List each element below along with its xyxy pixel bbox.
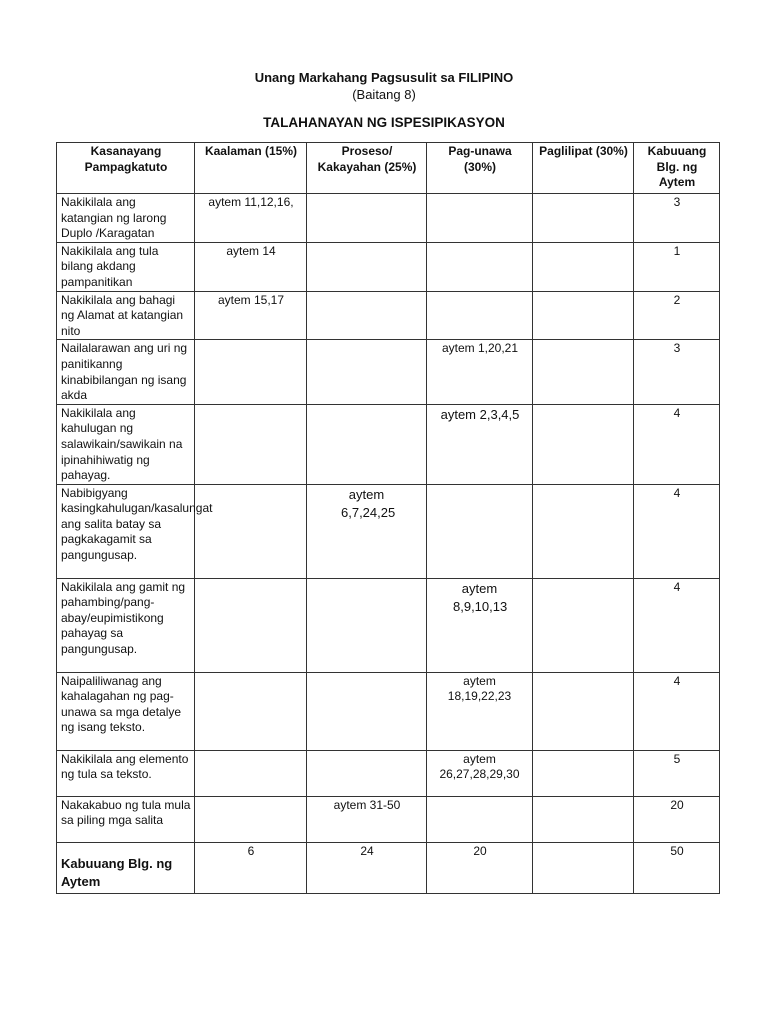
paglilipat-cell: [533, 291, 634, 340]
table-row: [57, 194, 720, 243]
skill-cell: Nakikilala ang kahulugan ng salawikain/sawikain na ipinahihiwatig ng pahayag.: [57, 404, 195, 484]
paglilipat-cell: [533, 578, 634, 672]
proseso-cell: [307, 750, 427, 796]
proseso-cell: [307, 404, 427, 484]
kaalaman-cell: aytem 14: [195, 242, 307, 291]
paglilipat-cell: [533, 796, 634, 842]
table-row: [57, 291, 720, 340]
document-title: Unang Markahang Pagsusulit sa FILIPINO: [254, 70, 514, 85]
kaalaman-cell: [195, 750, 307, 796]
proseso-cell: [307, 578, 427, 672]
table-row: [57, 796, 720, 842]
pagunawa-cell: aytem 26,27,28,29,30: [427, 750, 533, 796]
pagunawa-cell: [427, 194, 533, 243]
table-row: [57, 242, 720, 291]
header-kaalaman: Kaalaman (15%): [195, 143, 307, 194]
header-paglilipat: Paglilipat (30%): [533, 143, 634, 194]
table-row: [57, 672, 720, 750]
pagunawa-cell: aytem 8,9,10,13: [427, 578, 533, 672]
kaalaman-cell: aytem 11,12,16,: [195, 194, 307, 243]
kaalaman-cell: [195, 404, 307, 484]
total-cell: 4: [634, 578, 720, 672]
pagunawa-cell: [427, 484, 533, 578]
total-cell: 4: [634, 484, 720, 578]
kaalaman-cell: aytem 15,17: [195, 291, 307, 340]
kaalaman-cell: [195, 484, 307, 578]
skill-cell: Nailalarawan ang uri ng panitikanng kinabibilangan ng isang akda: [57, 340, 195, 404]
total-pagunawa: 20: [427, 842, 533, 893]
table-title: TALAHANAYAN NG ISPESIPIKASYON: [263, 115, 505, 130]
table-row: [57, 404, 720, 484]
proseso-cell: aytem 31-50: [307, 796, 427, 842]
pagunawa-cell: aytem 18,19,22,23: [427, 672, 533, 750]
kaalaman-cell: [195, 796, 307, 842]
total-cell: 20: [634, 796, 720, 842]
proseso-cell: [307, 194, 427, 243]
proseso-cell: [307, 340, 427, 404]
totals-row: [57, 842, 720, 893]
skill-cell: Nakikilala ang tula bilang akdang pampanitikan: [57, 242, 195, 291]
pagunawa-cell: [427, 242, 533, 291]
total-proseso: 24: [307, 842, 427, 893]
total-cell: 4: [634, 672, 720, 750]
total-cell: 4: [634, 404, 720, 484]
skill-cell: Nakakabuo ng tula mula sa piling mga salita: [57, 796, 195, 842]
paglilipat-cell: [533, 242, 634, 291]
skill-cell: Nakikilala ang katangian ng larong Duplo /Karagatan: [57, 194, 195, 243]
proseso-cell: [307, 672, 427, 750]
header-pagunawa: Pag-unawa (30%): [427, 143, 533, 194]
proseso-cell: [307, 291, 427, 340]
header-row: [57, 143, 720, 194]
table-row: [57, 750, 720, 796]
pagunawa-cell: aytem 1,20,21: [427, 340, 533, 404]
header-proseso: Proseso/ Kakayahan (25%): [307, 143, 427, 194]
paglilipat-cell: [533, 340, 634, 404]
total-cell: 5: [634, 750, 720, 796]
skill-cell: Nakikilala ang gamit ng pahambing/pang-abay/eupimistikong pahayag sa pangungusap.: [57, 578, 195, 672]
total-paglilipat: [533, 842, 634, 893]
header-total: Kabuuang Blg. ng Aytem: [634, 143, 720, 194]
table-row: [57, 484, 720, 578]
paglilipat-cell: [533, 484, 634, 578]
skill-cell: Nabibigyang kasingkahulugan/kasalungat ang salita batay sa pagkakagamit sa pangungusap.: [57, 484, 195, 578]
pagunawa-cell: aytem 2,3,4,5: [427, 404, 533, 484]
totals-label: Kabuuang Blg. ng Aytem: [57, 842, 195, 893]
total-cell: 1: [634, 242, 720, 291]
pagunawa-cell: [427, 796, 533, 842]
header-skill: Kasanayang Pampagkatuto: [57, 143, 195, 194]
paglilipat-cell: [533, 194, 634, 243]
proseso-cell: aytem 6,7,24,25: [307, 484, 427, 578]
kaalaman-cell: [195, 578, 307, 672]
paglilipat-cell: [533, 672, 634, 750]
skill-cell: Nakikilala ang bahagi ng Alamat at katangian nito: [57, 291, 195, 340]
total-cell: 3: [634, 194, 720, 243]
kaalaman-cell: [195, 340, 307, 404]
proseso-cell: [307, 242, 427, 291]
table-row: [57, 578, 720, 672]
grand-total: 50: [634, 842, 720, 893]
specification-table: [56, 142, 720, 894]
paglilipat-cell: [533, 750, 634, 796]
kaalaman-cell: [195, 672, 307, 750]
grade-level: (Baitang 8): [352, 87, 416, 102]
paglilipat-cell: [533, 404, 634, 484]
pagunawa-cell: [427, 291, 533, 340]
total-cell: 3: [634, 340, 720, 404]
total-cell: 2: [634, 291, 720, 340]
table-row: [57, 340, 720, 404]
skill-cell: Nakikilala ang elemento ng tula sa teksto.: [57, 750, 195, 796]
skill-cell: Naipaliliwanag ang kahalagahan ng pag-unawa sa mga detalye ng isang teksto.: [57, 672, 195, 750]
total-kaalaman: 6: [195, 842, 307, 893]
